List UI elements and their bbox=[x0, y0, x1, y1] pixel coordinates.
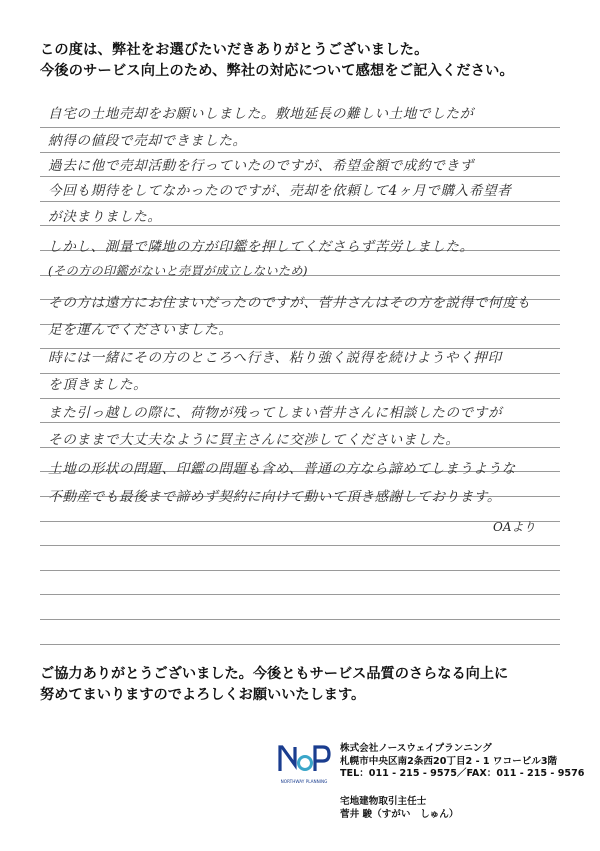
handwritten-line: 不動産でも最後まで諦めず契約に向けて動いて頂き感謝しております。 bbox=[48, 489, 502, 505]
handwritten-line: 足を運んでくださいました。 bbox=[48, 322, 233, 338]
footer-line-1: ご協力ありがとうございました。今後ともサービス品質のさらなる向上に bbox=[40, 666, 509, 682]
handwritten-line: が決まりました。 bbox=[48, 209, 162, 225]
ruled-line bbox=[40, 521, 560, 522]
form-footer bbox=[40, 664, 570, 706]
agent-name: 菅井 駿（すがい しゅん） bbox=[340, 808, 459, 820]
signature: OAより bbox=[493, 520, 536, 534]
handwritten-line: (その方の印鑑がないと売買が成立しないため) bbox=[48, 264, 308, 278]
header-line-2: 今後のサービス向上のため、弊社の対応について感想をご記入ください。 bbox=[40, 63, 514, 79]
ruled-line bbox=[40, 176, 560, 177]
company-logo bbox=[277, 741, 332, 787]
form-header bbox=[40, 40, 570, 82]
handwritten-line: 納得の値段で売却できました。 bbox=[48, 133, 247, 149]
ruled-line bbox=[40, 398, 560, 399]
handwritten-line: また引っ越しの際に、荷物が残ってしまい菅井さんに相談したのですが bbox=[48, 405, 503, 421]
ruled-line bbox=[40, 570, 560, 571]
company-info bbox=[340, 743, 584, 781]
ruled-line bbox=[40, 422, 560, 423]
header-line-1: この度は、弊社をお選びたいだきありがとうございました。 bbox=[40, 42, 429, 58]
handwritten-line: その方は遠方にお住まいだったのですが、菅井さんはその方を説得で何度も bbox=[48, 295, 531, 311]
handwritten-line: 今回も期待をしてなかったのですが、売却を依頼して4ヶ月で購入希望者 bbox=[48, 183, 512, 199]
ruled-line bbox=[40, 594, 560, 595]
company-name: 株式会社ノースウェイプランニング bbox=[340, 743, 492, 754]
ruled-line bbox=[40, 127, 560, 128]
handwritten-line: 時には一緒にその方のところへ行き、粘り強く説得を続けようやく押印 bbox=[48, 350, 502, 366]
company-tel: TEL：011 - 215 - 9575／FAX：011 - 215 - 9576 bbox=[340, 768, 585, 779]
footer-line-2: 努めてまいりますのでよろしくお願いいたします。 bbox=[40, 687, 366, 703]
ruled-line bbox=[40, 619, 560, 620]
agent-info bbox=[340, 796, 458, 821]
handwritten-line: 自宅の土地売却をお願いしました。敷地延長の難しい土地でしたが bbox=[48, 106, 474, 122]
handwritten-line: を頂きました。 bbox=[48, 377, 148, 393]
ruled-line bbox=[40, 225, 560, 226]
ruled-line bbox=[40, 545, 560, 546]
ruled-line bbox=[40, 201, 560, 202]
ruled-line bbox=[40, 152, 560, 153]
agent-title: 宅地建物取引主任士 bbox=[340, 796, 427, 807]
handwritten-line: そのままで大丈夫なように買主さんに交渉してくださいました。 bbox=[48, 432, 460, 448]
handwritten-line: 過去に他で売却活動を行っていたのですが、希望金額で成約できず bbox=[48, 158, 474, 174]
handwritten-line: しかし、測量で隣地の方が印鑑を押してくださらず苦労しました。 bbox=[48, 239, 474, 255]
logo-subtext: NORTHWAY PLANNING bbox=[280, 779, 328, 784]
company-address: 札幌市中央区南2条西20丁目2 - 1 ワコービル3階 bbox=[340, 755, 558, 767]
handwritten-line: 土地の形状の問題、印鑑の問題も含め、普通の方なら諦めてしまうような bbox=[48, 461, 516, 477]
ruled-line bbox=[40, 644, 560, 645]
